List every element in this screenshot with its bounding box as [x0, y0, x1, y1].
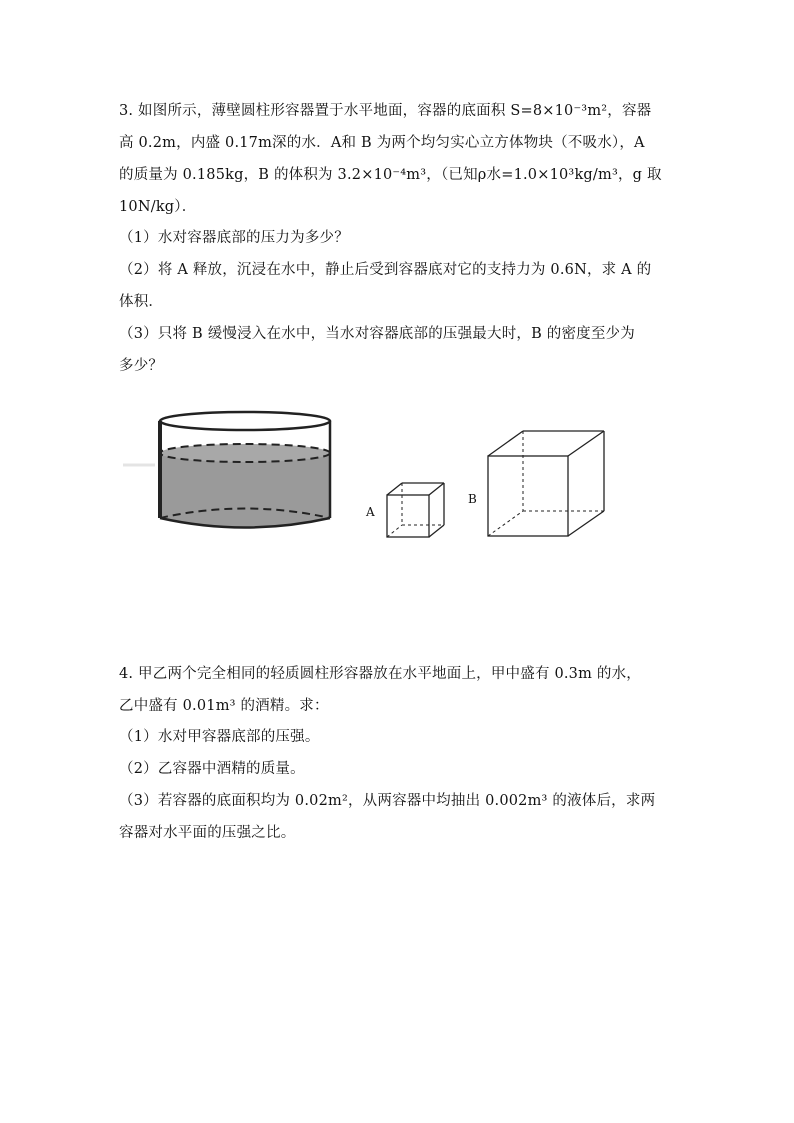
- q3-line-1: 3. 如图所示，薄壁圆柱形容器置于水平地面，容器的底面积 S=8×10⁻³m²，容器: [119, 103, 652, 119]
- q3-sub-question-3a: （3）只将 B 缓慢浸入在水中，当水对容器底部的压强最大时，B 的密度至少为: [119, 326, 635, 342]
- q4-line-2: 乙中盛有 0.01m³ 的酒精。求：: [119, 698, 329, 714]
- q3-line-2: 高 0.2m，内盛 0.17m深的水．A和 B 为两个均匀实心立方体物块（不吸水），A: [119, 135, 645, 151]
- q3-line-4: 10N/kg）．: [119, 199, 197, 215]
- q4-sub-question-2: （2）乙容器中酒精的质量。: [119, 761, 305, 777]
- q3-sub-question-2a: （2）将 A 释放，沉浸在水中，静止后受到容器底对它的支持力为 0.6N，求 A 的: [119, 262, 652, 278]
- q3-sub-question-2b: 体积．: [119, 294, 164, 310]
- q4-line-1: 4. 甲乙两个完全相同的轻质圆柱形容器放在水平地面上，甲中盛有 0.3m 的水，: [119, 666, 641, 682]
- q3-sub-question-3b: 多少？: [119, 358, 164, 374]
- cube-b: [488, 431, 604, 536]
- q3-sub-question-1: （1）水对容器底部的压力为多少？: [119, 230, 349, 246]
- label-a: A: [366, 505, 375, 519]
- q4-sub-question-3b: 容器对水平面的压强之比。: [119, 825, 296, 841]
- q3-figure: [115, 395, 635, 555]
- q4-sub-question-1: （1）水对甲容器底部的压强。: [119, 729, 320, 745]
- cylinder-container: [123, 412, 330, 528]
- cube-a: [387, 483, 444, 537]
- water-surface: [160, 444, 330, 462]
- q4-sub-question-3a: （3）若容器的底面积均为 0.02m²，从两容器中均抽出 0.002m³ 的液体后，求两: [119, 793, 656, 809]
- water-body: [160, 453, 330, 528]
- q3-line-3: 的质量为 0.185kg，B 的体积为 3.2×10⁻⁴m³，（已知ρ水=1.0×10³kg/m³，g 取: [119, 167, 662, 183]
- container-rim: [160, 412, 330, 430]
- label-b: B: [468, 492, 477, 506]
